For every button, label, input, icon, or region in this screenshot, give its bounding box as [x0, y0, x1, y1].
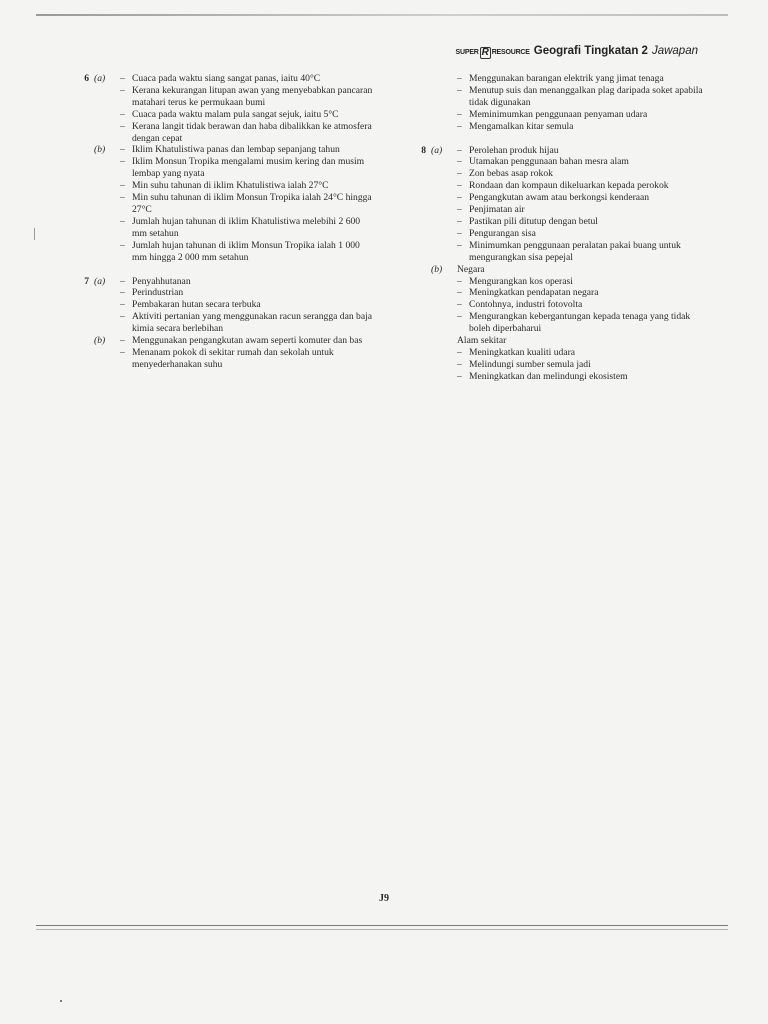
bottom-rule: [36, 925, 728, 926]
list-item: [120, 311, 376, 335]
list-item-text: Cuaca pada waktu malam pula sangat sejuk, iaitu 5°C: [132, 108, 339, 120]
list-item: [120, 216, 376, 240]
bullet-dash: –: [120, 180, 125, 192]
list-item: [457, 109, 713, 121]
bullet-dash: –: [457, 204, 462, 216]
bullet-dash: –: [120, 215, 125, 227]
list-item: [457, 216, 713, 228]
list-item: [457, 85, 713, 109]
part-label: (b): [94, 335, 106, 347]
list-item-text: Penjimatan air: [469, 204, 525, 216]
bullet-dash: –: [457, 358, 462, 370]
bullet-dash: –: [457, 227, 462, 239]
list-item-text: Aktiviti pertanian yang menggunakan racun serangga dan baja kimia secara berlebihan: [132, 311, 373, 335]
list-item-text: Min suhu tahunan di iklim Monsun Tropika ialah 24°C hingga 27°C: [132, 192, 372, 215]
list-item-text: Perolehan produk hijau: [469, 144, 559, 156]
bullet-dash: –: [120, 120, 125, 132]
list-item-text: Pengangkutan awam atau berkongsi kenderaan: [469, 192, 650, 204]
list-item-text: Cuaca pada waktu siang sangat panas, iaitu 40°C: [132, 73, 321, 84]
answer-list: [120, 144, 376, 263]
bullet-dash: –: [120, 239, 125, 251]
list-item: [457, 168, 713, 180]
list-item-text: Mengamalkan kitar semula: [469, 120, 574, 132]
scan-speck: [60, 1000, 62, 1002]
subheading-negara: Negara: [457, 263, 485, 275]
bullet-dash: –: [120, 346, 125, 358]
bullet-dash: –: [120, 275, 125, 287]
list-item: [457, 145, 713, 157]
part-label: (b): [431, 263, 443, 275]
list-item-text: Min suhu tahunan di iklim Khatulistiwa ialah 27°C: [132, 180, 329, 192]
list-item-text: Contohnya, industri fotovolta: [469, 299, 583, 311]
list-item: [457, 204, 713, 216]
list-item: [457, 192, 713, 204]
list-item: [120, 287, 376, 299]
logo-r: R: [481, 46, 489, 58]
list-item-text: Mengurangkan kos operasi: [469, 275, 573, 287]
list-item-text: Menggunakan barangan elektrik yang jimat tenaga: [469, 73, 664, 84]
list-item: [120, 240, 376, 264]
list-item-text: Kerana langit tidak berawan dan haba dibalikkan ke atmosfera dengan cepat: [132, 120, 372, 144]
list-item-text: Penyahhutanan: [132, 275, 191, 287]
bullet-dash: –: [457, 120, 462, 132]
bullet-dash: –: [120, 287, 125, 299]
bullet-dash: –: [120, 156, 125, 168]
part-label: (b): [94, 144, 106, 156]
scan-mark: [34, 228, 35, 240]
question-7: [76, 276, 376, 371]
list-item-text: Pastikan pili ditutup dengan betul: [469, 215, 598, 227]
list-item: [120, 73, 376, 85]
list-item-text: Jumlah hujan tahunan di iklim Khatulistiwa melebihi 2 600 mm setahun: [132, 215, 361, 239]
list-item-text: Menanam pokok di sekitar rumah dan sekolah untuk menyederhanakan suhu: [132, 346, 334, 370]
bullet-dash: –: [120, 84, 125, 96]
answer-list: [457, 73, 713, 133]
list-item: [457, 311, 713, 335]
subheading-alam-sekitar: Alam sekitar: [457, 335, 507, 347]
list-item: [120, 180, 376, 192]
list-item: [457, 299, 713, 311]
bullet-dash: –: [120, 192, 125, 204]
list-item: [120, 276, 376, 288]
list-item-text: Perindustrian: [132, 287, 184, 299]
question-6: [76, 73, 376, 264]
list-item-text: Meningkatkan pendapatan negara: [469, 287, 599, 299]
answers-label: Jawapan: [651, 45, 698, 57]
publisher-logo: [456, 47, 530, 59]
list-item-text: Pembakaran hutan secara terbuka: [132, 299, 261, 311]
list-item-text: Minimumkan penggunaan peralatan pakai buang untuk mengurangkan sisa pepejal: [469, 239, 681, 263]
page-header: [456, 45, 698, 59]
question-8: [413, 145, 713, 383]
part-label: (a): [94, 73, 106, 84]
logo-post: RESOURCE: [491, 49, 530, 56]
list-item-text: Iklim Khatulistiwa panas dan lembap sepanjang tahun: [132, 144, 340, 156]
bullet-dash: –: [457, 192, 462, 204]
list-item-text: Meminimumkan penggunaan penyaman udara: [469, 108, 648, 120]
right-column: [413, 73, 713, 395]
list-item: [120, 347, 376, 371]
bullet-dash: –: [457, 84, 462, 96]
list-item: [457, 359, 713, 371]
list-item: [457, 180, 713, 192]
bullet-dash: –: [457, 108, 462, 120]
list-item-text: Melindungi sumber semula jadi: [469, 358, 591, 370]
bullet-dash: –: [457, 287, 462, 299]
bullet-dash: –: [457, 346, 462, 358]
list-item-text: Zon bebas asap rokok: [469, 168, 553, 180]
list-item: [457, 73, 713, 85]
list-item-text: Menutup suis dan menanggalkan plag daripada soket apabila tidak digunakan: [469, 84, 703, 108]
bullet-dash: –: [457, 168, 462, 180]
bullet-dash: –: [457, 156, 462, 168]
answer-list: [120, 276, 376, 336]
bullet-dash: –: [120, 299, 125, 311]
bullet-dash: –: [120, 108, 125, 120]
list-item-text: Menggunakan pengangkutan awam seperti komuter dan bas: [132, 335, 363, 347]
list-item-text: Meningkatkan dan melindungi ekosistem: [469, 370, 628, 382]
list-item: [120, 335, 376, 347]
logo-pre: SUPER: [455, 49, 479, 56]
bullet-dash: –: [457, 215, 462, 227]
list-item: [457, 287, 713, 299]
list-item-text: Kerana kekurangan litupan awan yang menyebabkan pancaran matahari terus ke permukaan bumi: [132, 84, 373, 108]
list-item: [457, 228, 713, 240]
list-item-text: Utamakan penggunaan bahan mesra alam: [469, 156, 629, 168]
part-label: (a): [431, 144, 443, 156]
bullet-dash: –: [457, 370, 462, 382]
question-number: 6: [84, 73, 89, 84]
list-item: [457, 156, 713, 168]
page-number: J9: [379, 893, 389, 904]
list-item: [120, 121, 376, 145]
question-7b-continued: [413, 73, 713, 133]
bullet-dash: –: [457, 299, 462, 311]
list-item: [120, 144, 376, 156]
list-item-text: Meningkatkan kualiti udara: [469, 346, 576, 358]
bullet-dash: –: [120, 73, 125, 84]
list-item-text: Jumlah hujan tahunan di iklim Monsun Tropika ialah 1 000 mm hingga 2 000 mm setahun: [132, 239, 360, 263]
list-item-text: Pengurangan sisa: [469, 227, 536, 239]
list-item: [457, 347, 713, 359]
left-column: [76, 73, 376, 383]
answer-list: [457, 276, 713, 336]
answer-list: [457, 347, 713, 383]
bottom-rule-secondary: [36, 929, 728, 930]
bullet-dash: –: [120, 335, 125, 347]
list-item: [120, 192, 376, 216]
list-item: [457, 240, 713, 264]
list-item: [120, 109, 376, 121]
list-item-text: Rondaan dan kompaun dikeluarkan kepada perokok: [469, 180, 669, 192]
list-item: [120, 85, 376, 109]
bullet-dash: –: [457, 144, 462, 156]
bullet-dash: –: [457, 275, 462, 287]
question-number: 7: [84, 275, 89, 287]
list-item: [120, 156, 376, 180]
bullet-dash: –: [120, 311, 125, 323]
bullet-dash: –: [457, 73, 462, 84]
list-item: [457, 371, 713, 383]
list-item-text: Iklim Monsun Tropika mengalami musim kering dan musim lembap yang nyata: [132, 156, 365, 180]
bullet-dash: –: [120, 144, 125, 156]
subject-title: Geografi Tingkatan 2: [533, 45, 648, 57]
answer-list: [457, 145, 713, 264]
answer-list: [120, 73, 376, 144]
answer-list: [120, 335, 376, 371]
part-label: (a): [94, 275, 106, 287]
list-item: [457, 121, 713, 133]
question-number: 8: [421, 144, 426, 156]
list-item: [120, 299, 376, 311]
bullet-dash: –: [457, 239, 462, 251]
list-item: [457, 276, 713, 288]
bullet-dash: –: [457, 311, 462, 323]
bullet-dash: –: [457, 180, 462, 192]
list-item-text: Mengurangkan kebergantungan kepada tenaga yang tidak boleh diperbaharui: [469, 311, 691, 335]
top-rule: [36, 14, 728, 16]
